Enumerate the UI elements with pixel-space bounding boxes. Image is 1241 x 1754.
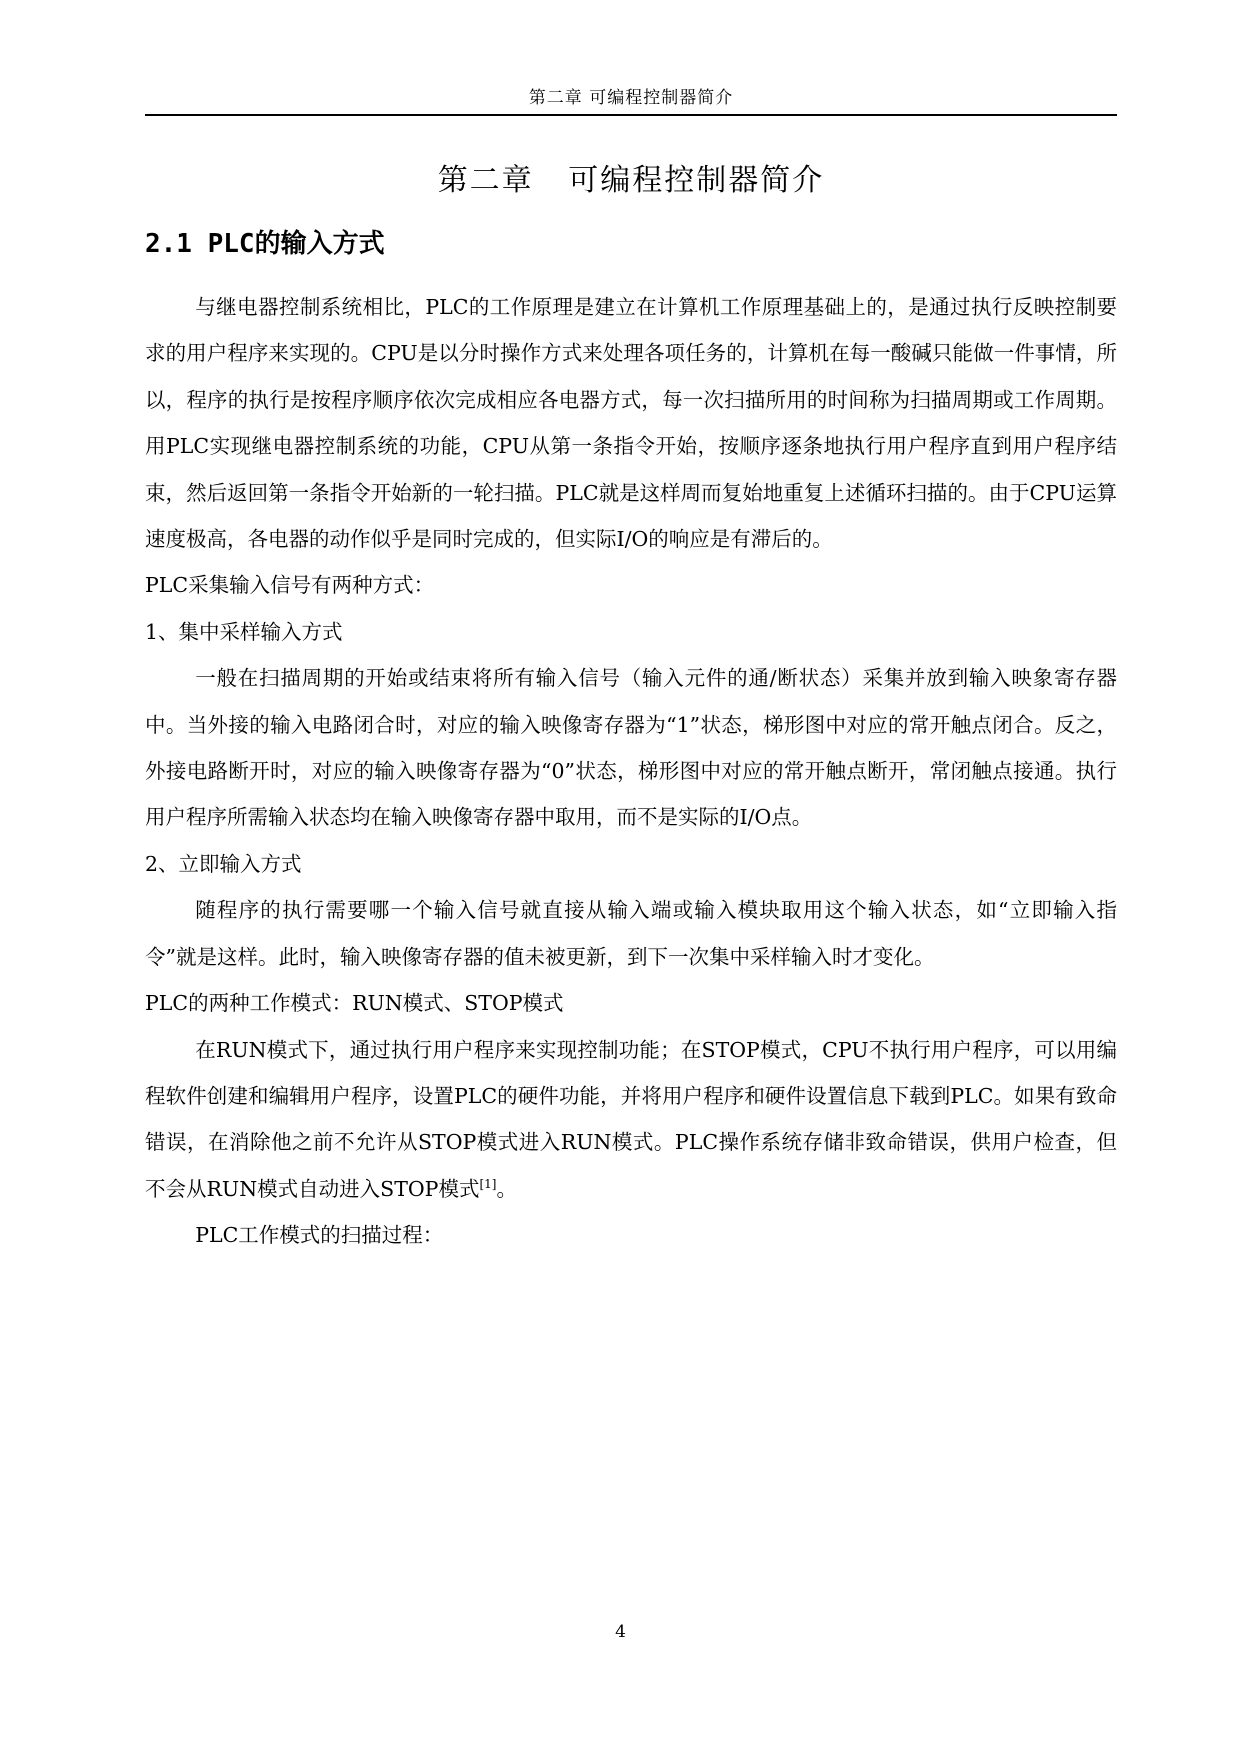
paragraph-input-methods-intro: PLC采集输入信号有两种方式： (145, 573, 435, 598)
run-stop-text-end: 。 (496, 1176, 517, 1201)
paragraph-scan-process: PLC工作模式的扫描过程： (195, 1223, 444, 1248)
header-rule (145, 114, 1117, 116)
chapter-title: 第二章 可编程控制器简介 (437, 163, 825, 198)
citation-reference[interactable]: [1] (479, 1176, 497, 1191)
running-header: 第二章 可编程控制器简介 (528, 88, 734, 108)
paragraph-centralized-sampling: 一般在扫描周期的开始或结束将所有输入信号（输入元件的通/断状态）采集并放到输入映象寄存器中。当外接的输入电路闭合时，对应的输入映像寄存器为“1”状态，梯形图中对应的常开触点闭合。反之，外接电路断开时，对应的输入映像寄存器为“0”状态，梯形图中对应的常开触点断开，常闭触点接通。执行用户程序所需输入状态均在输入映像寄存器中取用，而不是实际的I/O点。 (145, 666, 1117, 830)
paragraph-plc-principle: 与继电器控制系统相比，PLC的工作原理是建立在计算机工作原理基础上的，是通过执行反映控制要求的用户程序来实现的。CPU是以分时操作方式来处理各项任务的，计算机在每一酸碱只能做一件事情，所以，程序的执行是按程序顺序依次完成相应各电器方式，每一次扫描所用的时间称为扫描周期或工作周期。用PLC实现继电器控制系统的功能，CPU从第一条指令开始，按顺序逐条地执行用户程序直到用户程序结束，然后返回第一条指令开始新的一轮扫描。PLC就是这样周而复始地重复上述循环扫描的。由于CPU运算速度极高，各电器的动作似乎是同时完成的，但实际I/O的响应是有滞后的。 (145, 295, 1117, 552)
list-item-immediate-input: 2、立即输入方式 (145, 851, 302, 876)
run-stop-text: 在RUN模式下，通过执行用户程序来实现控制功能；在STOP模式，CPU不执行用户程序，可以用编程软件创建和编辑用户程序，设置PLC的硬件功能，并将用户程序和硬件设置信息下载到PLC。如果有致命错误，在消除他之前不允许从STOP模式进入RUN模式。PLC操作系统存储非致命错误，供用户检查，但不会从RUN模式自动进入STOP模式 (145, 1037, 1117, 1201)
list-item-centralized-sampling: 1、集中采样输入方式 (145, 619, 343, 644)
paragraph-run-stop-modes (145, 1027, 1117, 1213)
section-heading: 2.1 PLC的输入方式 (145, 229, 385, 259)
page-number: 4 (615, 1622, 626, 1642)
body-text (145, 284, 1117, 1259)
paragraph-work-modes-intro: PLC的两种工作模式：RUN模式、STOP模式 (145, 991, 564, 1016)
paragraph-immediate-input: 随程序的执行需要哪一个输入信号就直接从输入端或输入模块取用这个输入状态，如“立即输入指令”就是这样。此时，输入映像寄存器的值未被更新，到下一次集中采样输入时才变化。 (145, 898, 1117, 969)
